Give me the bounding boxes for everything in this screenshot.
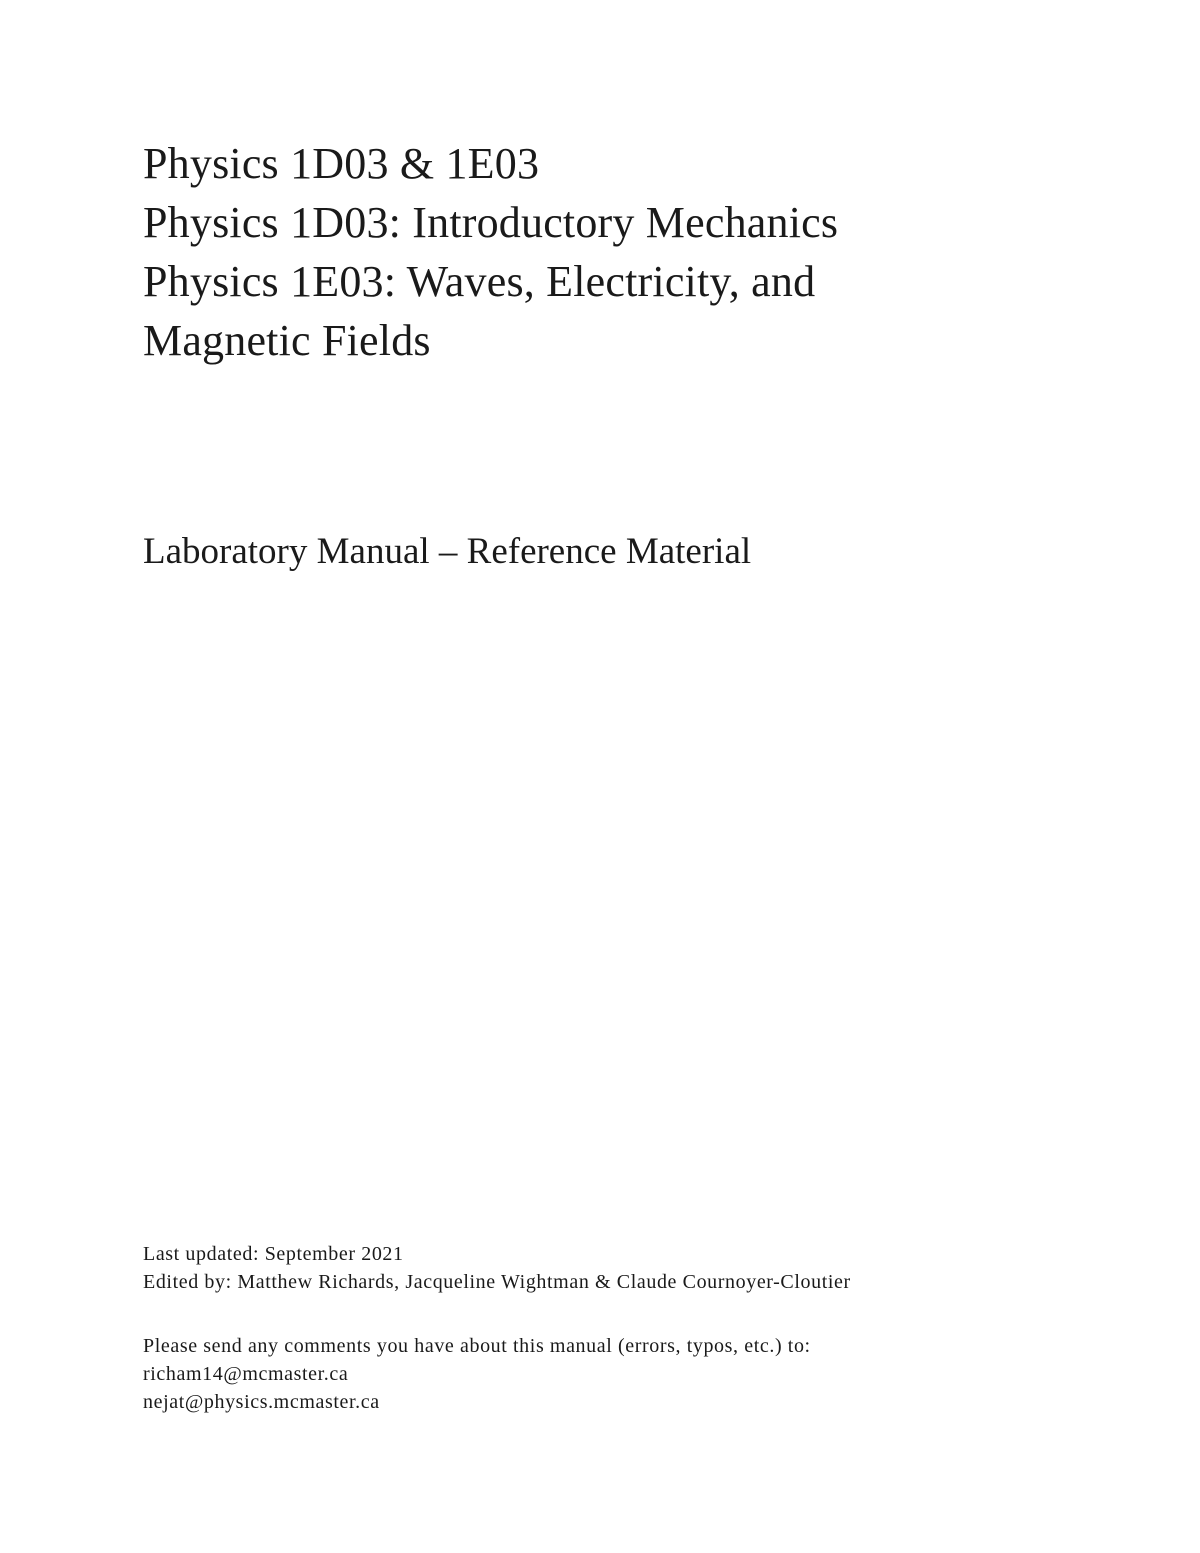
comments-prompt: Please send any comments you have about this manual (errors, typos, etc.) to: — [143, 1335, 811, 1357]
footer-block — [143, 1240, 1143, 1416]
title-line-1d03: Physics 1D03: Introductory Mechanics — [143, 198, 839, 247]
last-updated: Last updated: September 2021 — [143, 1243, 404, 1265]
contact-email-2[interactable]: nejat@physics.mcmaster.ca — [143, 1391, 380, 1413]
title-line-1e03-continued: Magnetic Fields — [143, 316, 431, 365]
manual-subtitle: Laboratory Manual – Reference Material — [143, 531, 752, 572]
title-block — [143, 134, 1103, 370]
edited-by: Edited by: Matthew Richards, Jacqueline Wightman & Claude Cournoyer-Cloutier — [143, 1271, 851, 1293]
footer-spacer — [143, 1296, 1143, 1332]
contact-email-1[interactable]: richam14@mcmaster.ca — [143, 1363, 349, 1385]
title-line-1e03: Physics 1E03: Waves, Electricity, and — [143, 257, 816, 306]
title-line-course-codes: Physics 1D03 & 1E03 — [143, 139, 540, 188]
